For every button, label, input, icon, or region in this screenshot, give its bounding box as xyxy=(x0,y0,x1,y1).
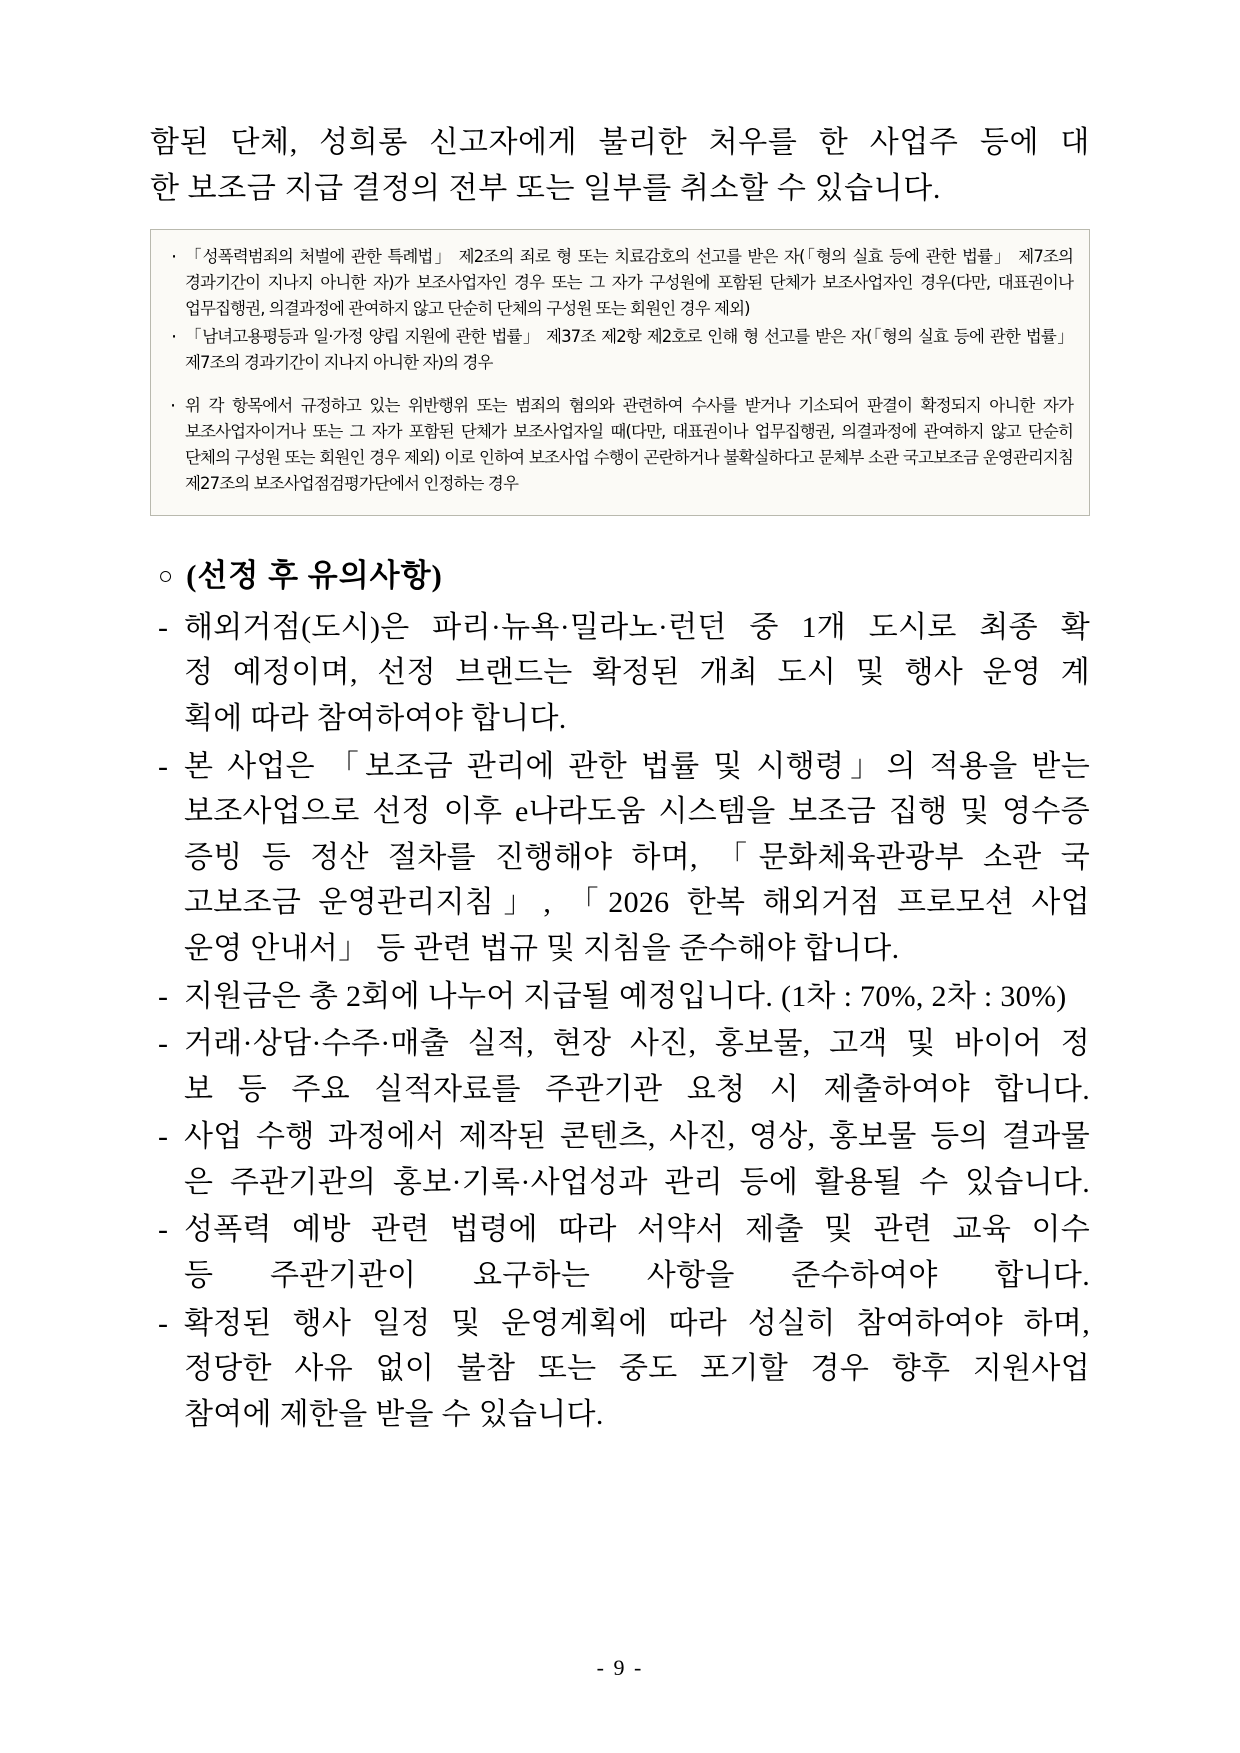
list-item-line: 정당한 사유 없이 불참 또는 중도 포기할 경우 향후 지원사업 xyxy=(184,1352,1090,1386)
list-item xyxy=(150,744,1090,972)
list-item xyxy=(150,1207,1090,1298)
list-item xyxy=(150,974,1090,1020)
circle-bullet-icon: ○ xyxy=(158,562,175,590)
law-note-list xyxy=(167,244,1073,497)
list-item-line: - 확정된 행사 일정 및 운영계획에 따라 성실히 참여하여야 하며, xyxy=(184,1306,1090,1340)
list-item-line: 고보조금 운영관리지침」, 「2026 한복 해외거점 프로모션 사업 xyxy=(184,886,1090,920)
list-item xyxy=(150,605,1090,742)
page-number: - 9 - xyxy=(596,1655,644,1680)
list-item-line: 보조사업으로 선정 이후 e나라도움 시스템을 보조금 집행 및 영수증 xyxy=(184,795,1090,829)
list-item-line: 운영 안내서」 등 관련 법규 및 지침을 준수해야 합니다. xyxy=(184,931,900,965)
list-item-line: - 본 사업은 「보조금 관리에 관한 법률 및 시행령」의 적용을 받는 xyxy=(184,749,1090,783)
list-item-line: - 성폭력 예방 관련 법령에 따라 서약서 제출 및 관련 교육 이수 xyxy=(184,1213,1091,1247)
list-item xyxy=(150,1114,1090,1205)
list-item-line: - 사업 수행 과정에서 제작된 콘텐츠, 사진, 영상, 홍보물 등의 결과물 xyxy=(184,1120,1090,1154)
list-item-line: 획에 따라 참여하여야 합니다. xyxy=(184,701,567,735)
list-item-line: - 지원금은 총 2회에 나누어 지급될 예정입니다. (1차 : 70%, 2차 : 30%) xyxy=(184,979,1067,1013)
lead-paragraph-line-2: 한 보조금 지급 결정의 전부 또는 일부를 취소할 수 있습니다. xyxy=(150,171,941,205)
list-item xyxy=(150,1301,1090,1438)
list-item-line: 보 등 주요 실적자료를 주관기관 요청 시 제출하여야 합니다. xyxy=(184,1072,1090,1106)
list-item-line: 정 예정이며, 선정 브랜드는 확정된 개최 도시 및 행사 운영 계 xyxy=(184,656,1090,690)
list-item-line: - 거래·상담·수주·매출 실적, 현장 사진, 홍보물, 고객 및 바이어 정 xyxy=(184,1027,1090,1061)
lead-paragraph-line-1: 함된 단체, 성희롱 신고자에게 불리한 처우를 한 사업주 등에 대 xyxy=(150,126,1090,159)
law-note-item: · 「남녀고용평등과 일·가정 양립 지원에 관한 법률」 제37조 제2항 제2호로 인해 형 선고를 받은 자(「형의 실효 등에 관한 법률」 제7조의 경과기간이 지나지 아니한 자)의 경우 xyxy=(167,324,1073,376)
list-item xyxy=(150,1021,1090,1112)
list-item-line: 참여에 제한을 받을 수 있습니다. xyxy=(184,1397,604,1431)
list-item-line: 증빙 등 정산 절차를 진행해야 하며, 「문화체육관광부 소관 국 xyxy=(184,840,1090,874)
section-heading-label: (선정 후 유의사항) xyxy=(186,557,443,593)
law-note-item: · 「성폭력범죄의 처벌에 관한 특례법」 제2조의 죄로 형 또는 치료감호의 선고를 받은 자(「형의 실효 등에 관한 법률」 제7조의 경과기간이 지나지 아니한 자)가 보조사업자인 경우 또는 그 자가 구성원에 포함된 단체가 보조사업자인 경우(다만, 대표권이나 업무집행권, 의결과정에 관여하지 않고 단순히 단체의 구성원 또는 회원인 경우 제외) xyxy=(167,244,1073,322)
section-heading xyxy=(158,550,1090,595)
lead-paragraph xyxy=(150,120,1090,211)
law-note-item: · 위 각 항목에서 규정하고 있는 위반행위 또는 범죄의 혐의와 관련하여 수사를 받거나 기소되어 판결이 확정되지 아니한 자가 보조사업자이거나 또는 그 자가 포함된 단체가 보조사업자일 때(다만, 대표권이나 업무집행권, 의결과정에 관여하지 않고 단순히 단체의 구성원 또는 회원인 경우 제외) 이로 인하여 보조사업 수행이 곤란하거나 불확실하다고 문체부 소관 국고보조금 운영관리지침 제27조의 보조사업점검평가단에서 인정하는 경우 xyxy=(167,393,1073,497)
law-note-box xyxy=(150,229,1090,516)
list-item-line: 은 주관기관의 홍보·기록·사업성과 관리 등에 활용될 수 있습니다. xyxy=(184,1165,1090,1199)
notice-list xyxy=(150,605,1090,1438)
list-item-line: - 해외거점(도시)은 파리·뉴욕·밀라노·런던 중 1개 도시로 최종 확 xyxy=(184,610,1090,644)
list-item-line: 등 주관기관이 요구하는 사항을 준수하여야 합니다. xyxy=(184,1259,1090,1293)
